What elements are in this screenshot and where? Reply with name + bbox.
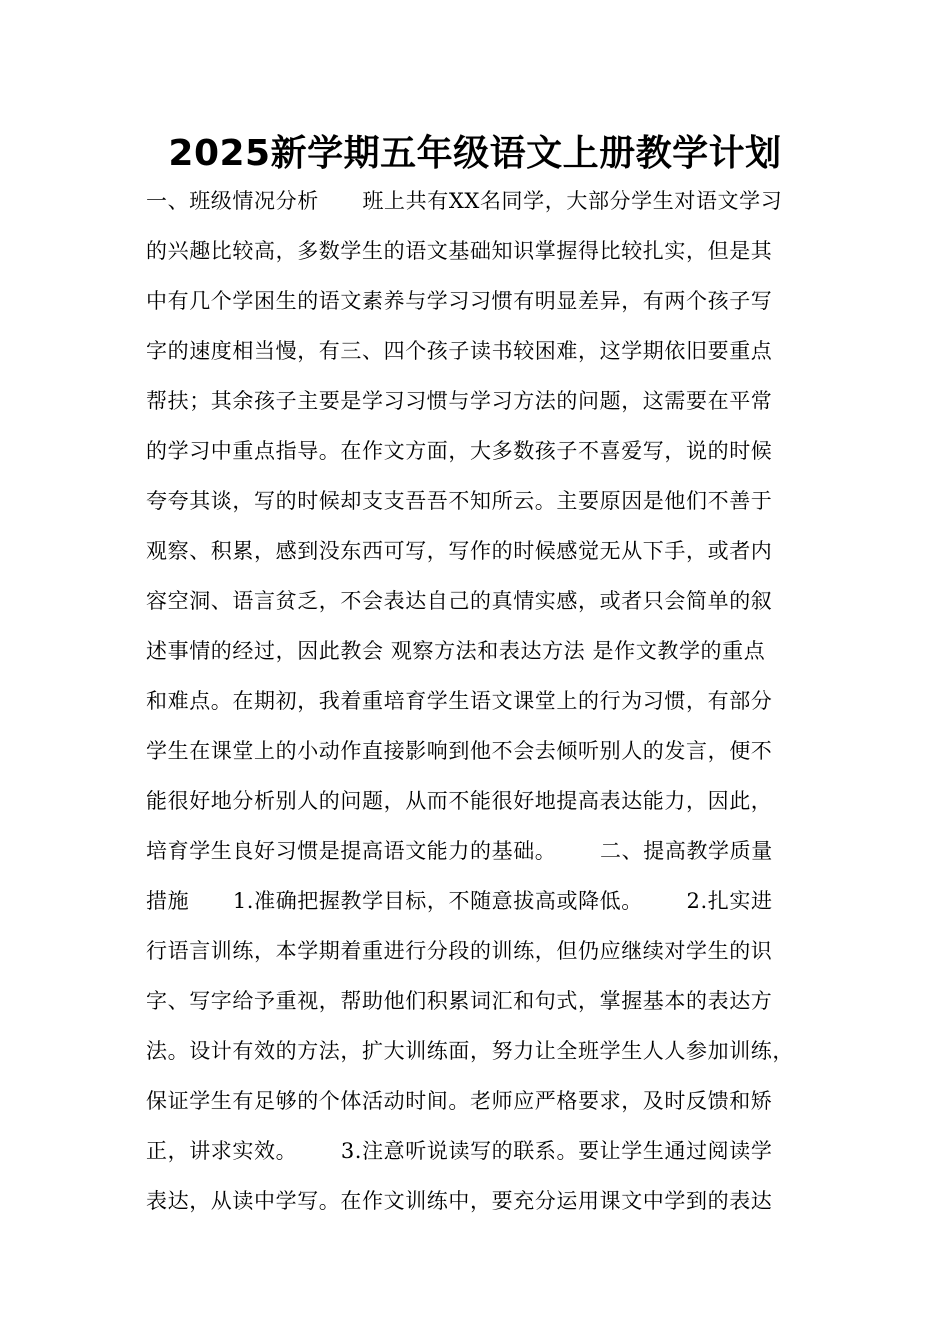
body-line: 的兴趣比较高，多数学生的语文基础知识掌握得比较扎实，但是其 [146, 239, 773, 263]
body-line: 夸夸其谈，写的时候却支支吾吾不知所云。主要原因是他们不善于 [146, 489, 773, 513]
body-line: 能很好地分析别人的问题，从而不能很好地提高表达能力，因此， [146, 789, 773, 813]
body-line: 行语言训练，本学期着重进行分段的训练，但仍应继续对学生的识 [146, 939, 773, 963]
document-title: 2025新学期五年级语文上册教学计划 [168, 133, 782, 174]
document-body [146, 181, 816, 1231]
body-line: 述事情的经过，因此教会 观察方法和表达方法 是作文教学的重点 [146, 639, 766, 663]
body-line: 一、班级情况分析 班上共有XX名同学，大部分学生对语文学习 [146, 189, 783, 213]
body-line: 字、写字给予重视，帮助他们积累词汇和句式，掌握基本的表达方 [146, 989, 773, 1013]
body-line: 容空洞、语言贫乏，不会表达自己的真情实感，或者只会简单的叙 [146, 589, 773, 613]
body-line: 帮扶；其余孩子主要是学习习惯与学习方法的问题，这需要在平常 [146, 389, 773, 413]
body-line: 学生在课堂上的小动作直接影响到他不会去倾听别人的发言，便不 [146, 739, 773, 763]
body-line: 中有几个学困生的语文素养与学习习惯有明显差异，有两个孩子写 [146, 289, 773, 313]
body-line: 观察、积累，感到没东西可写，写作的时候感觉无从下手，或者内 [146, 539, 773, 563]
body-line: 措施 1.准确把握教学目标，不随意拔高或降低。 2.扎实进 [146, 889, 773, 913]
body-line: 字的速度相当慢，有三、四个孩子读书较困难，这学期依旧要重点 [146, 339, 773, 363]
body-line: 正，讲求实效。 3.注意听说读写的联系。要让学生通过阅读学 [146, 1139, 773, 1163]
body-line: 的学习中重点指导。在作文方面，大多数孩子不喜爱写，说的时候 [146, 439, 773, 463]
body-line: 表达，从读中学写。在作文训练中，要充分运用课文中学到的表达 [146, 1189, 773, 1213]
body-line: 保证学生有足够的个体活动时间。老师应严格要求，及时反馈和矫 [146, 1089, 773, 1113]
body-line: 培育学生良好习惯是提高语文能力的基础。 二、提高教学质量 [146, 839, 773, 863]
body-line: 和难点。在期初，我着重培育学生语文课堂上的行为习惯，有部分 [146, 689, 773, 713]
body-line: 法。设计有效的方法，扩大训练面，努力让全班学生人人参加训练， [146, 1039, 794, 1063]
